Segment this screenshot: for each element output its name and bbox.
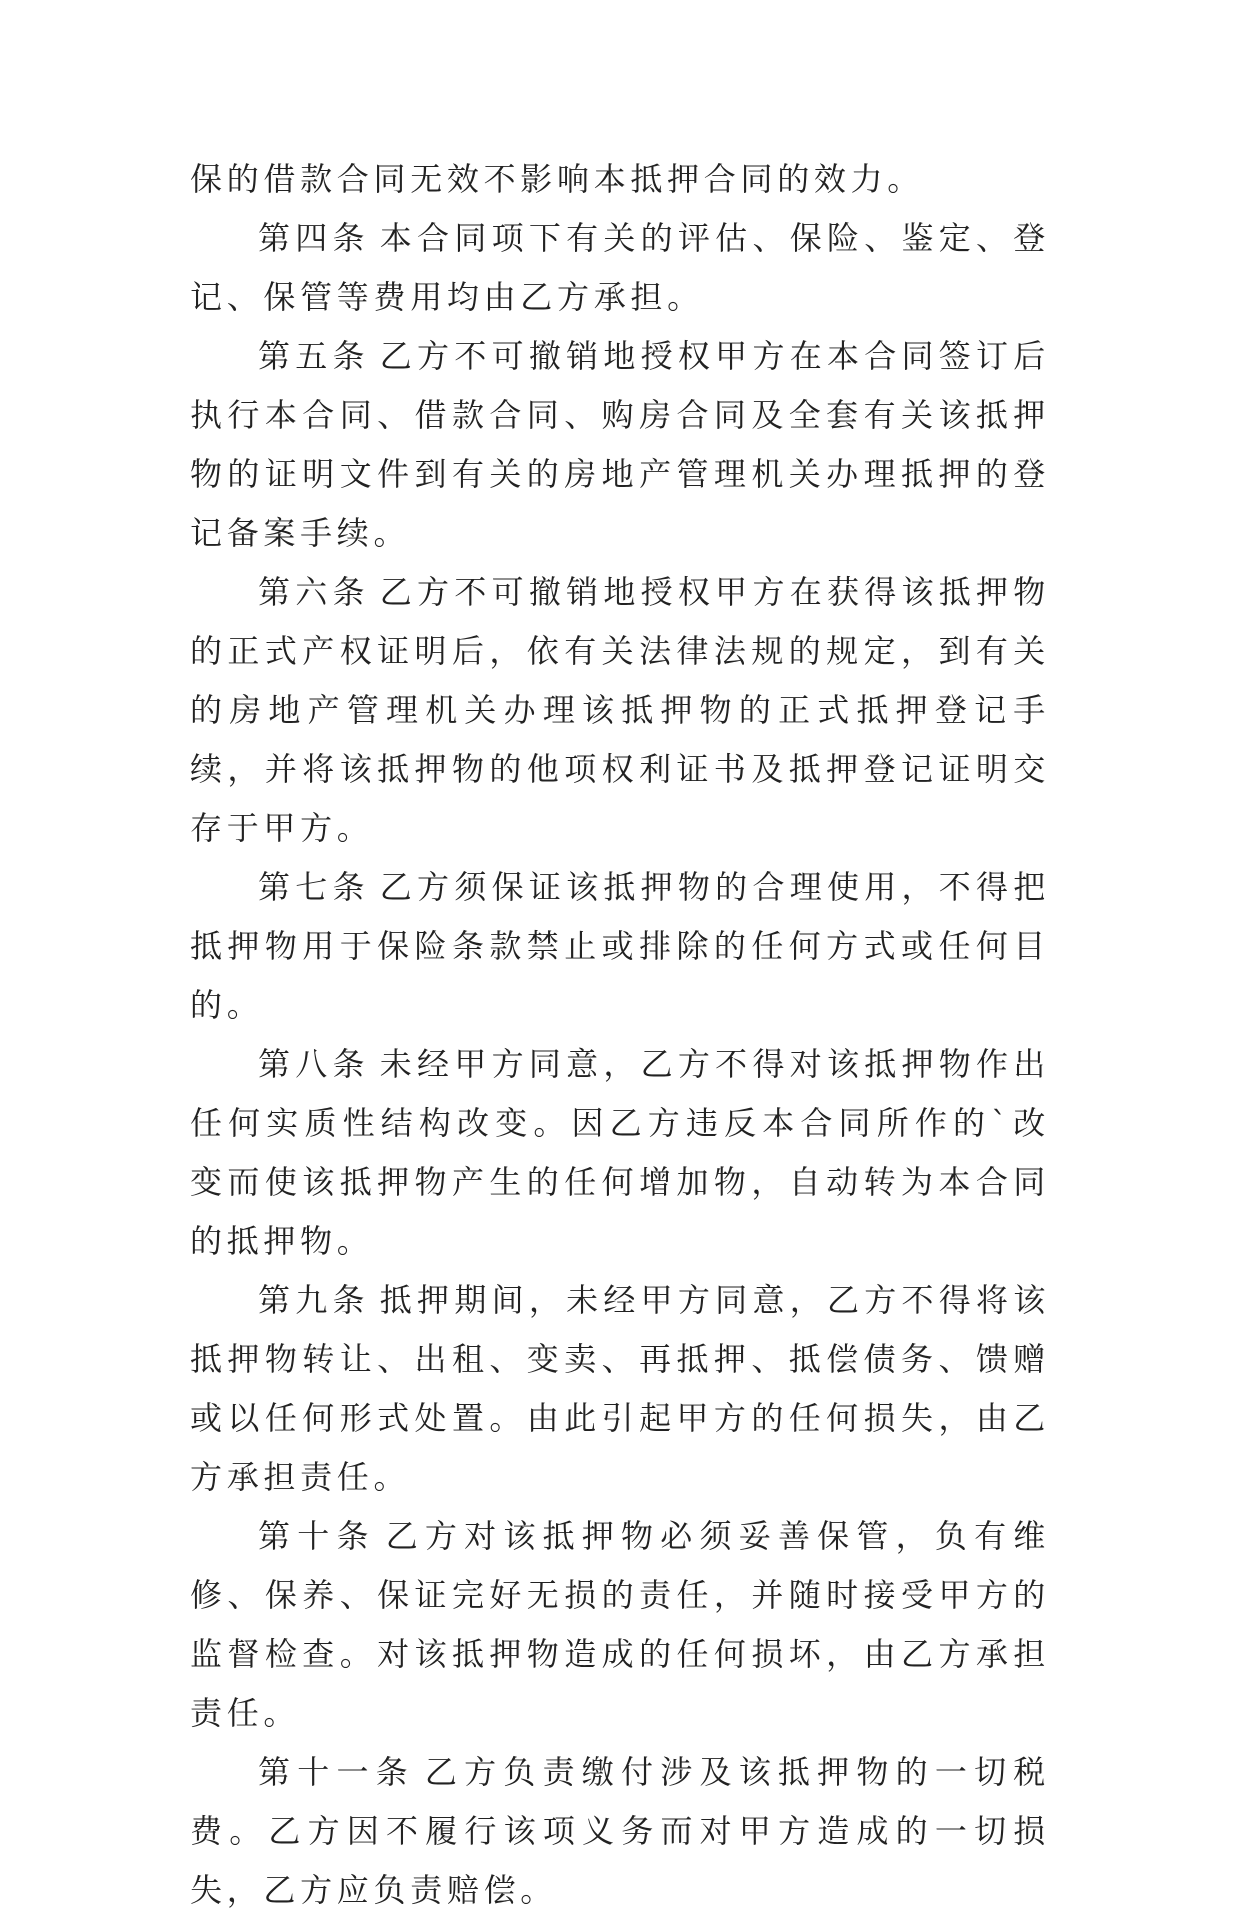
paragraph-text: 乙方对该抵押物必须妥善保管，负有维修、保养、保证完好无损的责任，并随时接受甲方的监督检查。对该抵押物造成的任何损坏，由乙方承担责任。 (190, 1517, 1050, 1732)
paragraph-continuation (190, 150, 1050, 209)
article-9 (190, 1271, 1050, 1507)
article-number: 第七条 (258, 868, 370, 906)
paragraph-text: 未经甲方同意，乙方不得对该抵押物作出任何实质性结构改变。因乙方违反本合同所作的`改变而使该抵押物产生的任何增加物，自动转为本合同的抵押物。 (190, 1045, 1050, 1260)
paragraph-text: 保的借款合同无效不影响本抵押合同的效力。 (190, 160, 925, 198)
article-4 (190, 209, 1050, 327)
article-number: 第六条 (258, 573, 370, 611)
article-number: 第十条 (258, 1517, 376, 1555)
document-body (190, 150, 1050, 1920)
paragraph-text: 乙方不可撤销地授权甲方在本合同签订后执行本合同、借款合同、购房合同及全套有关该抵押物的证明文件到有关的房地产管理机关办理抵押的登记备案手续。 (190, 337, 1050, 552)
article-6 (190, 563, 1050, 858)
paragraph-text: 乙方负责缴付涉及该抵押物的一切税费。乙方因不履行该项义务而对甲方造成的一切损失，乙方应负责赔偿。 (190, 1753, 1050, 1909)
article-10 (190, 1507, 1050, 1743)
article-8 (190, 1035, 1050, 1271)
article-number: 第十一条 (258, 1753, 415, 1791)
article-number: 第四条 (258, 219, 370, 257)
paragraph-text: 本合同项下有关的评估、保险、鉴定、登记、保管等费用均由乙方承担。 (190, 219, 1050, 316)
paragraph-text: 抵押期间，未经甲方同意，乙方不得将该抵押物转让、出租、变卖、再抵押、抵偿债务、馈赠或以任何形式处置。由此引起甲方的任何损失，由乙方承担责任。 (190, 1281, 1050, 1496)
article-number: 第五条 (258, 337, 370, 375)
article-7 (190, 858, 1050, 1035)
article-number: 第八条 (258, 1045, 370, 1083)
article-5 (190, 327, 1050, 563)
paragraph-text: 乙方须保证该抵押物的合理使用，不得把抵押物用于保险条款禁止或排除的任何方式或任何目的。 (190, 868, 1050, 1024)
article-number: 第九条 (258, 1281, 370, 1319)
paragraph-text: 乙方不可撤销地授权甲方在获得该抵押物的正式产权证明后，依有关法律法规的规定，到有关的房地产管理机关办理该抵押物的正式抵押登记手续，并将该抵押物的他项权利证书及抵押登记证明交存于甲方。 (190, 573, 1050, 847)
article-11 (190, 1743, 1050, 1920)
